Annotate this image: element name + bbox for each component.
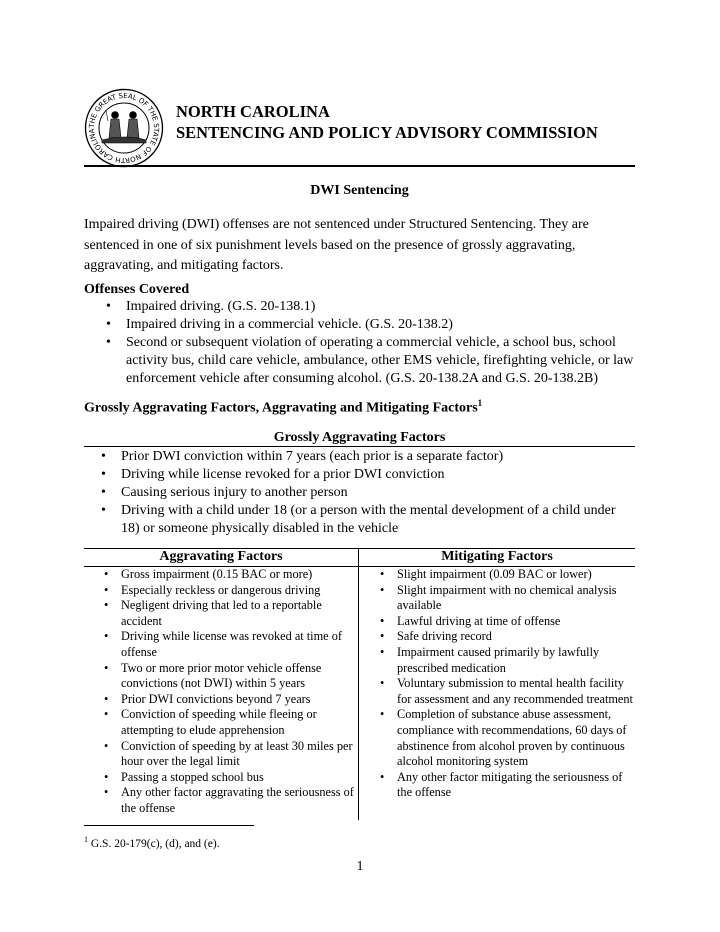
factors-heading (84, 398, 482, 417)
list-item: • Driving while license revoked for a prior DWI conviction (97, 466, 637, 484)
footnote-number: 1 (84, 835, 88, 844)
list-item: • Any other factor mitigating the seriousness of the offense (376, 770, 635, 801)
offenses-heading: Offenses Covered (84, 282, 190, 297)
list-item: • Any other factor aggravating the seriousness of the offense (100, 785, 355, 816)
intro-paragraph: Impaired driving (DWI) offenses are not sentenced under Structured Sentencing. They are sentenced in one of six punishment levels based on the presence of grossly aggravating, aggravating, and mitigating factors. (84, 217, 589, 273)
footnote-text: G.S. 20-179(c), (d), and (e). (90, 837, 220, 850)
list-item: • Impaired driving. (G.S. 20-138.1) (102, 298, 635, 316)
list-item: • Voluntary submission to mental health facility for assessment and any recommended treatment (376, 676, 635, 707)
list-item: • Impairment caused primarily by lawfully prescribed medication (376, 645, 635, 676)
footnote-ref: 1 (477, 398, 483, 408)
list-item: • Slight impairment with no chemical analysis available (376, 583, 635, 614)
list-item: • Lawful driving at time of offense (376, 614, 635, 630)
aggravating-list (100, 567, 355, 817)
grossly-list (97, 448, 637, 538)
list-item: • Especially reckless or dangerous driving (100, 583, 355, 599)
list-item: • Completion of substance abuse assessment, compliance with recommendations, 60 days of abstinence from alcohol proven by continuous alcohol monitoring system (376, 707, 635, 769)
factors-heading-text: Grossly Aggravating Factors, Aggravating and Mitigating Factors (84, 400, 478, 416)
list-item: • Passing a stopped school bus (100, 770, 355, 786)
list-item: • Conviction of speeding by at least 30 miles per hour over the legal limit (100, 739, 355, 770)
seal-ring-text: THE GREAT SEAL OF THE STATE OF NORTH CAROLINA (87, 91, 161, 165)
header-line-2: SENTENCING AND POLICY ADVISORY COMMISSION (176, 123, 598, 142)
list-item: • Slight impairment (0.09 BAC or lower) (376, 567, 635, 583)
state-seal-logo (84, 88, 164, 168)
list-item: • Causing serious injury to another person (97, 484, 637, 502)
footnote-rule (84, 825, 254, 826)
page-number: 1 (356, 859, 364, 874)
list-item: • Prior DWI convictions beyond 7 years (100, 692, 355, 708)
footnote (84, 835, 220, 850)
list-item: • Prior DWI conviction within 7 years (each prior is a separate factor) (97, 448, 637, 466)
list-item: • Second or subsequent violation of operating a commercial vehicle, a school bus, school activity bus, child care vehicle, ambulance, other EMS vehicle, firefighting vehicle, or law enforcement vehicle after consuming alcohol. (G.S. 20-138.2A and G.S. 20-138.2B) (102, 334, 635, 388)
grossly-heading: Grossly Aggravating Factors (273, 430, 446, 445)
aggravating-heading: Aggravating Factors (159, 549, 283, 564)
list-item: • Two or more prior motor vehicle offense convictions (not DWI) within 5 years (100, 661, 355, 692)
mitigating-list (376, 567, 635, 801)
offenses-list (102, 298, 635, 388)
header-rule (84, 165, 635, 167)
list-item: • Conviction of speeding while fleeing or attempting to elude apprehension (100, 707, 355, 738)
list-item: • Safe driving record (376, 629, 635, 645)
page-title: DWI Sentencing (310, 183, 409, 198)
commission-header (176, 101, 598, 143)
list-item: • Impaired driving in a commercial vehicle. (G.S. 20-138.2) (102, 316, 635, 334)
factors-column-divider (358, 548, 359, 820)
grossly-rule (84, 446, 635, 447)
list-item: • Negligent driving that led to a reportable accident (100, 598, 355, 629)
list-item: • Driving while license was revoked at time of offense (100, 629, 355, 660)
list-item: • Driving with a child under 18 (or a person with the mental development of a child under 18) or someone physically disabled in the vehicle (97, 502, 637, 538)
mitigating-heading: Mitigating Factors (441, 549, 553, 564)
list-item: • Gross impairment (0.15 BAC or more) (100, 567, 355, 583)
header-line-1: NORTH CAROLINA (176, 102, 330, 121)
